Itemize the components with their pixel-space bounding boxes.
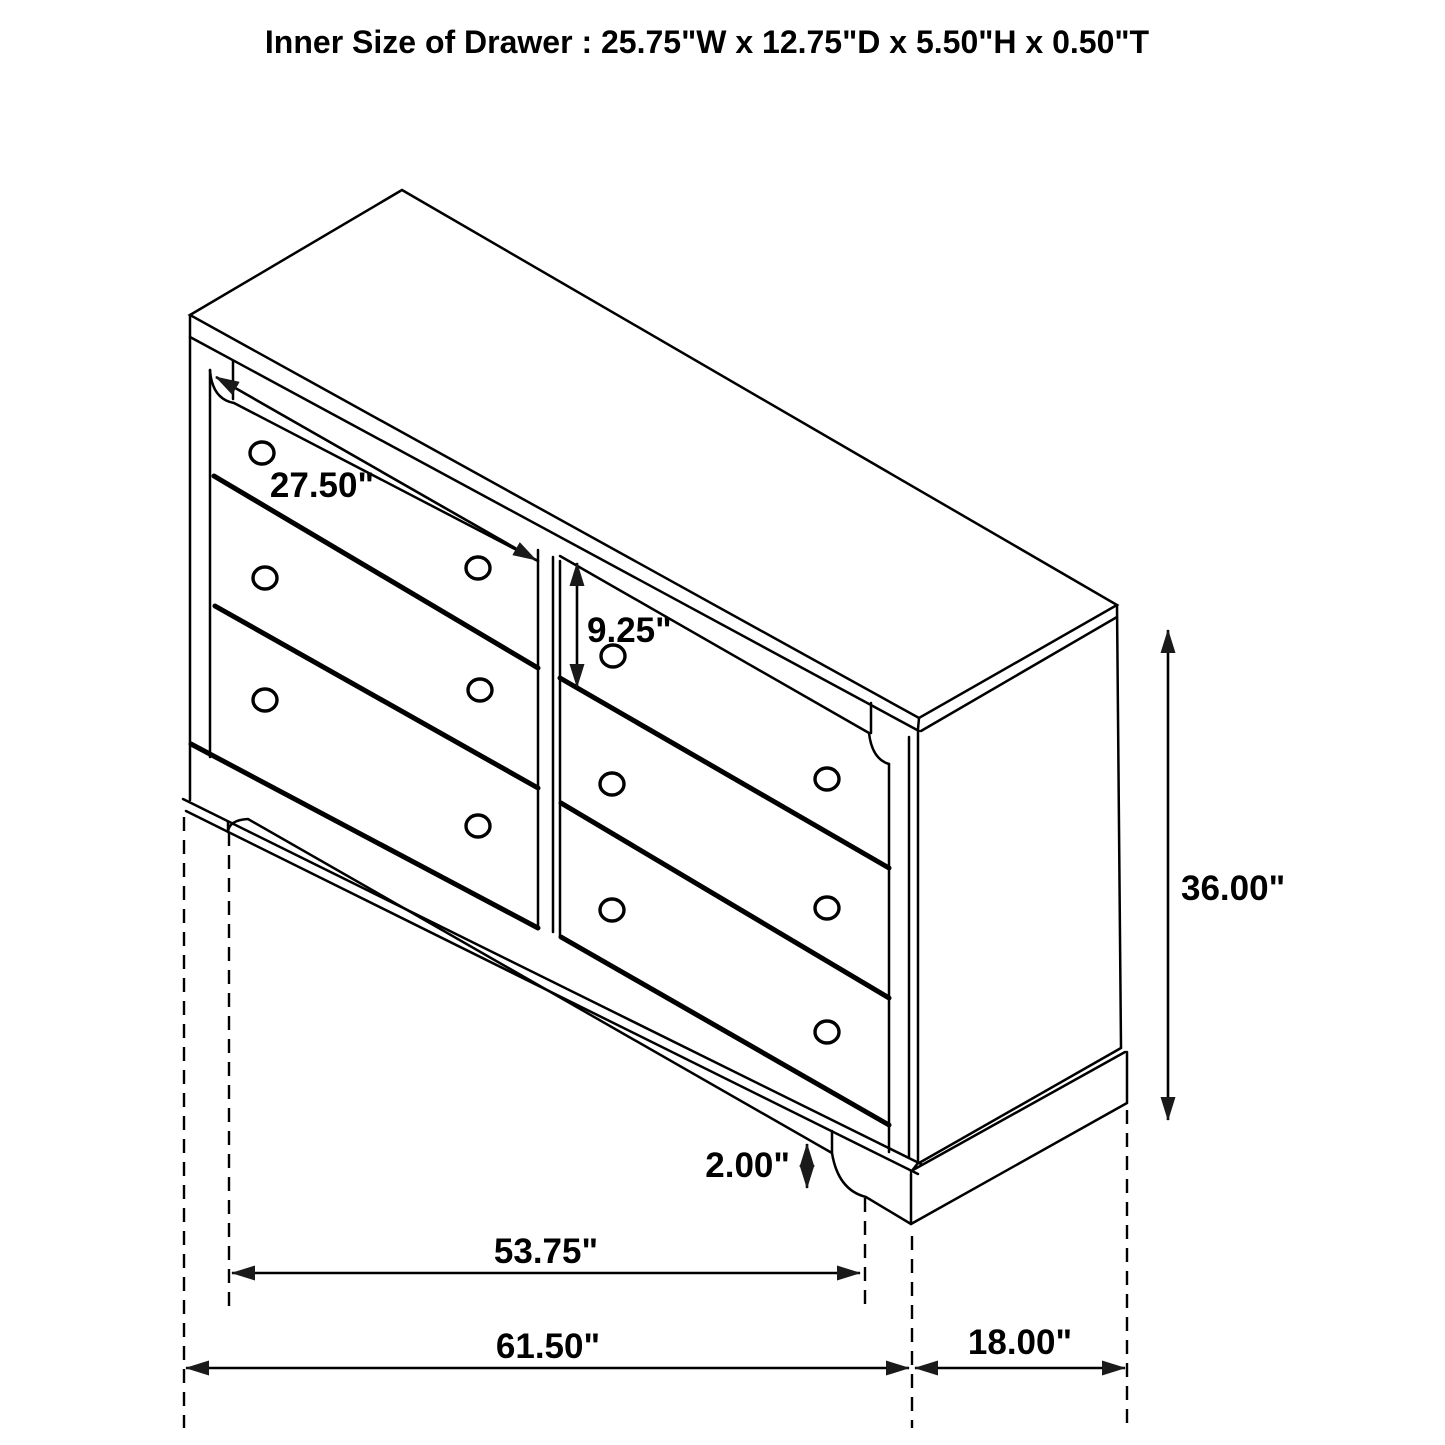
dim-arrow-drawer-width — [216, 377, 536, 560]
knob — [466, 815, 490, 837]
knob — [815, 1021, 839, 1043]
label-overall-width: 61.50" — [495, 1327, 601, 1366]
side-back-edge — [1117, 605, 1121, 1048]
right-corner-stile — [889, 737, 909, 1158]
knob — [468, 679, 492, 701]
label-overall-height: 36.00" — [1181, 869, 1286, 908]
right-notch-arc — [869, 733, 889, 764]
knob — [600, 773, 624, 795]
knob — [253, 567, 277, 589]
top-slab-side-edge — [921, 617, 1117, 731]
side-bottom-edge — [919, 1048, 1121, 1163]
knob — [250, 442, 274, 464]
knob — [600, 899, 624, 921]
side-plinth — [911, 1052, 1127, 1224]
page-title: Inner Size of Drawer : 25.75"W x 12.75"D x 5.50"H x 0.50"T — [264, 24, 1150, 60]
knob — [815, 768, 839, 790]
center-stile — [538, 550, 560, 936]
knob — [466, 557, 490, 579]
label-opening-height: 9.25" — [587, 611, 672, 650]
label-drawer-width: 27.50" — [269, 466, 375, 505]
top-slab-front-edge — [190, 337, 919, 731]
plinth-cutout — [228, 819, 911, 1224]
cabinet-body — [183, 190, 1127, 1224]
knob — [815, 897, 839, 919]
label-overall-depth: 18.00" — [967, 1323, 1073, 1362]
front-right-corner-edge — [918, 718, 919, 1163]
knob — [253, 689, 277, 711]
drawer-knobs — [250, 442, 839, 1043]
label-base-height: 2.00" — [705, 1146, 790, 1185]
label-feet-span: 53.75" — [493, 1232, 599, 1271]
